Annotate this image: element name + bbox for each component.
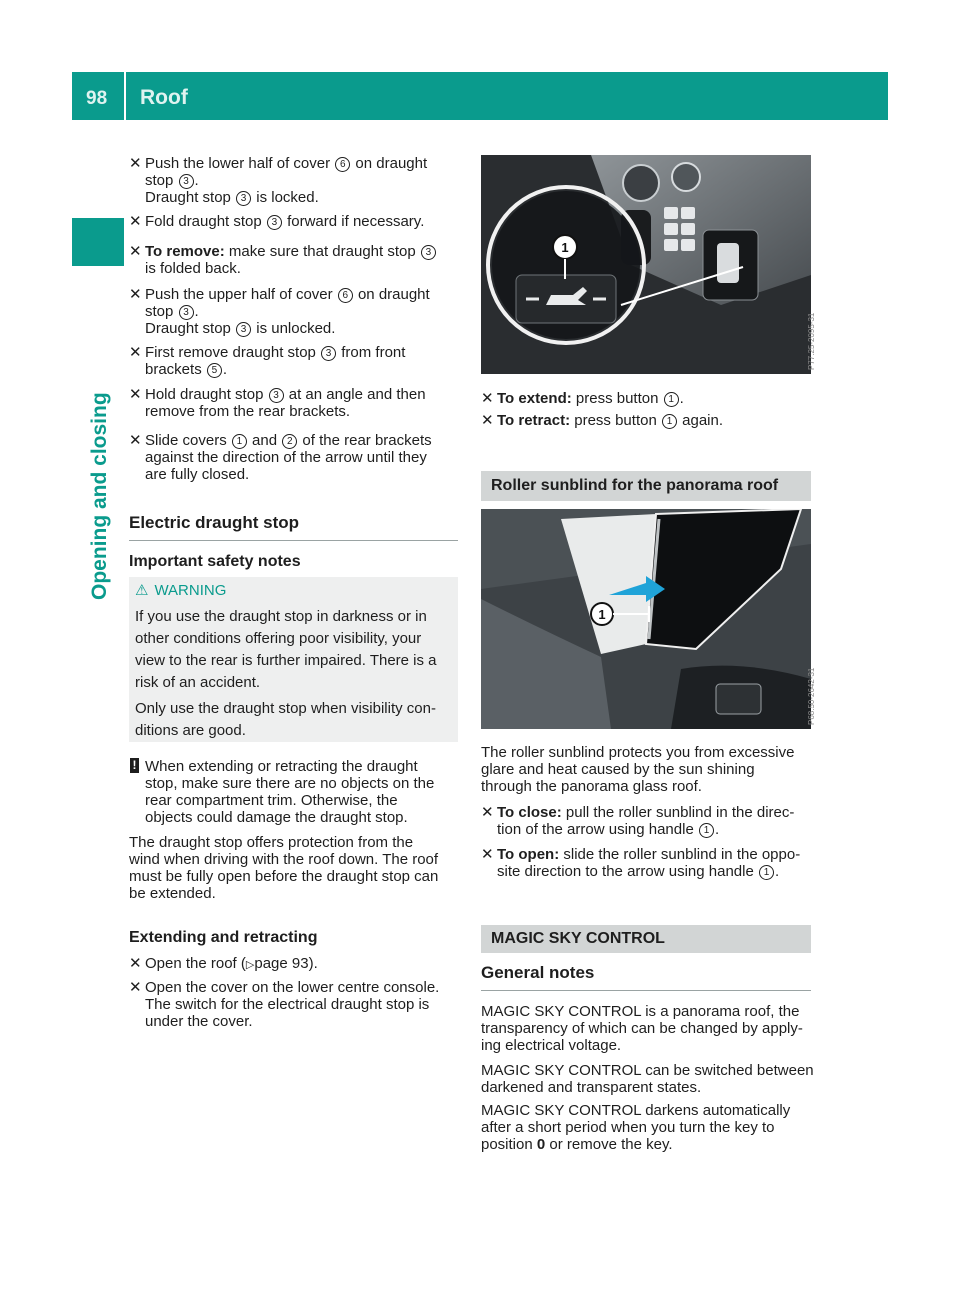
arrow-bullet-icon: ✕ [129,155,142,172]
arrow-bullet-icon: ✕ [129,344,142,361]
warning-title: ⚠ WARNING [135,582,227,599]
arrow-bullet-icon: ✕ [129,386,142,403]
arrow-bullet-icon: ✕ [481,412,494,429]
console-switch-illustration [481,155,811,374]
heading-magic-sky-control: MAGIC SKY CONTROL [491,930,665,947]
section-title: Roof [140,86,188,109]
arrow-bullet-icon: ✕ [129,955,142,972]
list-item: ✕ To retract: press button 1 again. [481,412,724,429]
list-item: ✕ Push the lower half of cover 6 on draught stop 3 . Draught stop 3 is locked. [129,155,428,206]
warning-text: If you use the draught stop in darkness or in other conditions offering poor visibility, your view to the rear is further impaired. There is a risk of an accident. Only use the draught stop when visibility con- ditions are good. [135,608,437,739]
arrow-bullet-icon: ✕ [481,846,494,863]
exclamation-note-icon: ! [130,758,139,773]
arrow-bullet-icon: ✕ [129,286,142,303]
paragraph: MAGIC SKY CONTROL can be switched between darkened and transparent states. [481,1062,814,1096]
console-switch-photo [481,155,811,374]
arrow-bullet-icon: ✕ [129,979,142,996]
list-item: ✕ Hold draught stop 3 at an angle and then remove from the rear brackets. [129,386,426,420]
list-item: ✕ Open the cover on the lower centre console. The switch for the electrical draught stop is under the cover. [129,979,440,1030]
header-divider [124,72,126,120]
list-item: ✕ Push the upper half of cover 6 on draught stop 3 . Draught stop 3 is unlocked. [129,286,430,337]
list-item: ✕ To remove: make sure that draught stop 3 is folded back. [129,243,437,277]
heading-rule [129,540,458,541]
list-item: ✕ Slide covers 1 and 2 of the rear brackets against the direction of the arrow until they are fully closed. [129,432,432,483]
arrow-bullet-icon: ✕ [129,213,142,230]
arrow-bullet-icon: ✕ [481,804,494,821]
svg-text:1: 1 [598,607,606,622]
heading-rule [481,990,811,991]
list-item: ✕ To close: pull the roller sunblind in the direc- tion of the arrow using handle 1 . [481,804,795,838]
list-item: ✕ To open: slide the roller sunblind in the oppo- site direction to the arrow using handle 1 . [481,846,801,880]
svg-text:1: 1 [561,240,569,255]
note-block: ! When extending or retracting the draught stop, make sure there are no objects on the rear compartment trim. Otherwise, the objects could damage the draught stop. [129,758,434,826]
photo-code: P68.50-2642-31 [807,667,816,725]
arrow-bullet-icon: ✕ [129,432,142,449]
panorama-roof-illustration [481,509,811,729]
heading-electric-draught-stop: Electric draught stop [129,513,300,532]
page-ref-triangle-icon: ▷ [245,959,255,971]
paragraph: MAGIC SKY CONTROL is a panorama roof, the transparency of which can be changed by apply- ing electrical voltage. [481,1003,803,1054]
heading-general-notes: General notes [481,963,595,982]
list-item: ✕ Open the roof (▷page 93). [129,955,318,972]
arrow-bullet-icon: ✕ [481,390,494,407]
paragraph: MAGIC SKY CONTROL darkens automatically after a short period when you turn the key to position 0 or remove the key. [481,1102,791,1153]
warning-triangle-icon: ⚠ [135,582,149,599]
photo-code: P77.25-2095-31 [807,312,816,370]
list-item: ✕ First remove draught stop 3 from front brackets 5 . [129,344,406,378]
heading-safety-notes: Important safety notes [129,553,301,570]
panorama-roof-photo [481,509,811,729]
side-tab-text: Opening and closing [88,392,111,600]
paragraph: The draught stop offers protection from the wind when driving with the roof down. The roof must be fully open before the draught stop can be extended. [129,834,439,902]
page-number: 98 [86,88,108,109]
list-item: ✕ To extend: press button 1 . [481,390,684,407]
paragraph: The roller sunblind protects you from excessive glare and heat caused by the sun shining through the panorama glass roof. [481,744,795,795]
header-bar [72,72,888,120]
heading-roller-sunblind: Roller sunblind for the panorama roof [491,477,779,494]
list-item: ✕ Fold draught stop 3 forward if necessary. [129,213,425,230]
heading-extending-retracting: Extending and retracting [129,929,318,946]
arrow-bullet-icon: ✕ [129,243,142,260]
